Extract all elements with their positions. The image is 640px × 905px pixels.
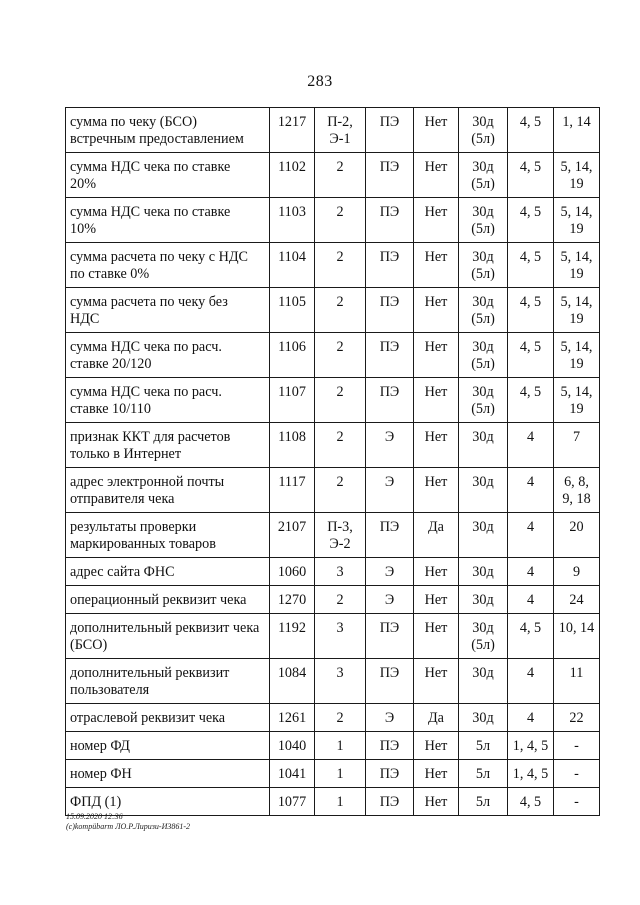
format-line: 2 xyxy=(336,429,344,445)
storage-period-cell xyxy=(459,468,508,513)
format-line: 1 xyxy=(336,738,344,754)
requisite-name-line: только в Интернет xyxy=(70,446,182,462)
requisite-name-line: ставке 20/120 xyxy=(70,356,152,372)
requisite-name-line: сумма НДС чека по расч. xyxy=(70,384,222,400)
requisite-name-line: адрес электронной почты xyxy=(70,474,225,490)
format-cell xyxy=(315,732,366,760)
requisite-name-cell xyxy=(66,198,270,243)
storage-period-line: 30д xyxy=(472,204,494,220)
notes-cell xyxy=(554,586,600,614)
requisite-name-line: сумма НДС чека по ставке xyxy=(70,159,231,175)
storage-period-line: 30д xyxy=(472,159,494,175)
notes-cell xyxy=(554,659,600,704)
notes-line: 5, 14, xyxy=(560,384,593,400)
storage-period-cell xyxy=(459,513,508,558)
ffd-versions-cell: 4 xyxy=(508,659,554,704)
required-cell: Нет xyxy=(414,108,459,153)
requisite-name-cell xyxy=(66,732,270,760)
footer-timestamp: 15.09.2020 12:36 xyxy=(66,812,123,821)
notes-cell xyxy=(554,423,600,468)
notes-cell xyxy=(554,732,600,760)
notes-cell xyxy=(554,378,600,423)
notes-line: 19 xyxy=(569,176,584,192)
tag-number-cell: 1077 xyxy=(270,788,315,816)
notes-line: 9 xyxy=(572,564,581,580)
notes-line: 5, 14, xyxy=(560,294,593,310)
requisite-name-line: сумма по чеку (БСО) xyxy=(70,114,197,130)
format-cell xyxy=(315,760,366,788)
format-line: 3 xyxy=(336,665,344,681)
ffd-versions-cell: 4 xyxy=(508,468,554,513)
footer-document-id: (c)kompübarm ЛО.Р.Лиризи-ИЗ861-2 xyxy=(66,822,190,831)
storage-period-line: 30д xyxy=(472,294,494,310)
requisite-name-cell xyxy=(66,558,270,586)
required-cell: Нет xyxy=(414,558,459,586)
table-row xyxy=(66,243,600,288)
requisite-name-line: 10% xyxy=(70,221,97,237)
required-cell: Нет xyxy=(414,153,459,198)
storage-period-line: 30д xyxy=(472,114,494,130)
requisite-name-cell xyxy=(66,760,270,788)
format-cell xyxy=(315,288,366,333)
notes-line: 7 xyxy=(572,429,581,445)
page-number: 283 xyxy=(307,73,333,90)
form-cell: Э xyxy=(366,704,414,732)
notes-cell xyxy=(554,614,600,659)
notes-line: - xyxy=(574,738,579,754)
requisite-name-cell xyxy=(66,513,270,558)
form-cell: ПЭ xyxy=(366,513,414,558)
table-row xyxy=(66,468,600,513)
requisite-name-cell xyxy=(66,333,270,378)
format-line: 1 xyxy=(336,766,344,782)
format-line: Э-1 xyxy=(329,131,351,147)
form-cell: ПЭ xyxy=(366,614,414,659)
table-row xyxy=(66,378,600,423)
requisite-name-cell xyxy=(66,614,270,659)
required-cell: Нет xyxy=(414,198,459,243)
storage-period-line: (5л) xyxy=(471,266,495,282)
ffd-versions-cell: 4, 5 xyxy=(508,243,554,288)
table-row xyxy=(66,614,600,659)
format-cell xyxy=(315,558,366,586)
required-cell: Нет xyxy=(414,659,459,704)
format-cell xyxy=(315,614,366,659)
requisite-name-line: сумма НДС чека по расч. xyxy=(70,339,222,355)
storage-period-cell xyxy=(459,760,508,788)
form-cell: Э xyxy=(366,586,414,614)
notes-cell xyxy=(554,468,600,513)
form-cell: Э xyxy=(366,468,414,513)
requisite-name-line: маркированных товаров xyxy=(70,536,216,552)
notes-line: 19 xyxy=(569,356,584,372)
notes-cell xyxy=(554,198,600,243)
form-cell: ПЭ xyxy=(366,732,414,760)
requisite-name-line: по ставке 0% xyxy=(70,266,150,282)
print-footer xyxy=(66,812,190,832)
notes-cell xyxy=(554,704,600,732)
form-cell: ПЭ xyxy=(366,153,414,198)
tag-number-cell: 1117 xyxy=(270,468,315,513)
storage-period-cell xyxy=(459,659,508,704)
format-cell xyxy=(315,108,366,153)
required-cell: Нет xyxy=(414,243,459,288)
ffd-versions-cell: 4, 5 xyxy=(508,333,554,378)
required-cell: Нет xyxy=(414,586,459,614)
tag-number-cell: 1084 xyxy=(270,659,315,704)
notes-line: 9, 18 xyxy=(562,491,591,507)
required-cell: Да xyxy=(414,513,459,558)
notes-cell xyxy=(554,243,600,288)
requisite-name-line: номер ФД xyxy=(70,738,130,754)
requisite-name-line: встречным предоставлением xyxy=(70,131,244,147)
required-cell: Нет xyxy=(414,423,459,468)
format-cell xyxy=(315,468,366,513)
notes-line: 19 xyxy=(569,221,584,237)
notes-line: 6, 8, xyxy=(564,474,589,490)
format-cell xyxy=(315,788,366,816)
required-cell: Нет xyxy=(414,732,459,760)
required-cell: Нет xyxy=(414,378,459,423)
requisite-name-line: отраслевой реквизит чека xyxy=(70,710,226,726)
ffd-versions-cell: 4, 5 xyxy=(508,153,554,198)
required-cell: Да xyxy=(414,704,459,732)
notes-line: 24 xyxy=(569,592,584,608)
format-line: 3 xyxy=(336,620,344,636)
ffd-versions-cell: 1, 4, 5 xyxy=(508,760,554,788)
tag-number-cell: 1040 xyxy=(270,732,315,760)
requisite-name-line: (БСО) xyxy=(70,637,108,653)
storage-period-line: 30д xyxy=(472,339,494,355)
requisite-name-line: операционный реквизит чека xyxy=(70,592,247,608)
form-cell: ПЭ xyxy=(366,659,414,704)
form-cell: ПЭ xyxy=(366,378,414,423)
format-cell xyxy=(315,198,366,243)
storage-period-cell xyxy=(459,586,508,614)
notes-line: 5, 14, xyxy=(560,339,593,355)
requisite-name-cell xyxy=(66,108,270,153)
format-cell xyxy=(315,586,366,614)
notes-cell xyxy=(554,333,600,378)
storage-period-line: 5л xyxy=(475,766,491,782)
notes-line: 20 xyxy=(569,519,584,535)
notes-line: 5, 14, xyxy=(560,204,593,220)
storage-period-cell xyxy=(459,153,508,198)
requisite-name-cell xyxy=(66,586,270,614)
storage-period-line: 30д xyxy=(472,592,494,608)
notes-line: - xyxy=(574,766,579,782)
table-row xyxy=(66,732,600,760)
format-cell xyxy=(315,243,366,288)
ffd-versions-cell: 4 xyxy=(508,423,554,468)
requisite-name-line: признак ККТ для расчетов xyxy=(70,429,231,445)
storage-period-cell xyxy=(459,333,508,378)
requisite-name-cell xyxy=(66,704,270,732)
notes-cell xyxy=(554,760,600,788)
format-line: П-3, xyxy=(327,519,353,535)
requisite-name-line: НДС xyxy=(70,311,100,327)
format-cell xyxy=(315,378,366,423)
ffd-versions-cell: 4 xyxy=(508,513,554,558)
format-cell xyxy=(315,704,366,732)
storage-period-line: (5л) xyxy=(471,176,495,192)
storage-period-line: 5л xyxy=(475,738,491,754)
required-cell: Нет xyxy=(414,468,459,513)
required-cell: Нет xyxy=(414,333,459,378)
requisite-name-line: результаты проверки xyxy=(70,519,197,535)
storage-period-cell xyxy=(459,198,508,243)
format-line: 2 xyxy=(336,294,344,310)
tag-number-cell: 1261 xyxy=(270,704,315,732)
ffd-versions-cell: 4, 5 xyxy=(508,198,554,243)
format-line: 2 xyxy=(336,204,344,220)
storage-period-cell xyxy=(459,288,508,333)
table-row xyxy=(66,586,600,614)
format-line: 3 xyxy=(336,564,344,580)
storage-period-cell xyxy=(459,704,508,732)
format-cell xyxy=(315,153,366,198)
requisite-name-cell xyxy=(66,468,270,513)
table-row xyxy=(66,558,600,586)
tag-number-cell: 1103 xyxy=(270,198,315,243)
required-cell: Нет xyxy=(414,760,459,788)
storage-period-line: 30д xyxy=(472,384,494,400)
notes-line: 19 xyxy=(569,311,584,327)
ffd-versions-cell: 1, 4, 5 xyxy=(508,732,554,760)
storage-period-line: (5л) xyxy=(471,311,495,327)
requisite-name-cell xyxy=(66,378,270,423)
format-line: 2 xyxy=(336,384,344,400)
notes-line: - xyxy=(574,794,579,810)
requisite-name-line: отправителя чека xyxy=(70,491,175,507)
notes-line: 19 xyxy=(569,401,584,417)
requisite-name-cell xyxy=(66,423,270,468)
format-line: Э-2 xyxy=(329,536,351,552)
requisite-name-line: дополнительный реквизит чека xyxy=(70,620,260,636)
requisite-name-line: дополнительный реквизит xyxy=(70,665,230,681)
tag-number-cell: 1102 xyxy=(270,153,315,198)
requisite-name-line: адрес сайта ФНС xyxy=(70,564,175,580)
required-cell: Нет xyxy=(414,614,459,659)
form-cell: Э xyxy=(366,558,414,586)
storage-period-cell xyxy=(459,378,508,423)
format-line: 2 xyxy=(336,592,344,608)
ffd-versions-cell: 4, 5 xyxy=(508,614,554,659)
storage-period-line: 30д xyxy=(472,564,494,580)
storage-period-cell xyxy=(459,558,508,586)
notes-line: 5, 14, xyxy=(560,159,593,175)
format-cell xyxy=(315,333,366,378)
storage-period-line: (5л) xyxy=(471,637,495,653)
storage-period-line: 5л xyxy=(475,794,491,810)
tag-number-cell: 1060 xyxy=(270,558,315,586)
notes-line: 10, 14 xyxy=(558,620,595,636)
table-row xyxy=(66,333,600,378)
table-body xyxy=(66,108,600,816)
storage-period-line: 30д xyxy=(472,474,494,490)
tag-number-cell: 2107 xyxy=(270,513,315,558)
storage-period-cell xyxy=(459,108,508,153)
tag-number-cell: 1104 xyxy=(270,243,315,288)
requisite-name-line: ставке 10/110 xyxy=(70,401,151,417)
tag-number-cell: 1041 xyxy=(270,760,315,788)
storage-period-line: 30д xyxy=(472,249,494,265)
notes-line: 1, 14 xyxy=(562,114,591,130)
table-row xyxy=(66,153,600,198)
storage-period-cell xyxy=(459,732,508,760)
requisite-name-cell xyxy=(66,659,270,704)
requisite-name-line: пользователя xyxy=(70,682,150,698)
ffd-versions-cell: 4, 5 xyxy=(508,378,554,423)
storage-period-cell xyxy=(459,614,508,659)
required-cell: Нет xyxy=(414,788,459,816)
storage-period-line: 30д xyxy=(472,519,494,535)
requisite-name-cell xyxy=(66,288,270,333)
requisite-name-line: сумма расчета по чеку с НДС xyxy=(70,249,249,265)
requisite-name-line: 20% xyxy=(70,176,97,192)
requisite-name-cell xyxy=(66,243,270,288)
storage-period-line: (5л) xyxy=(471,356,495,372)
table-row xyxy=(66,423,600,468)
ffd-versions-cell: 4, 5 xyxy=(508,108,554,153)
storage-period-line: (5л) xyxy=(471,131,495,147)
storage-period-cell xyxy=(459,788,508,816)
format-cell xyxy=(315,659,366,704)
ffd-versions-cell: 4 xyxy=(508,558,554,586)
notes-cell xyxy=(554,558,600,586)
required-cell: Нет xyxy=(414,288,459,333)
notes-cell xyxy=(554,513,600,558)
tag-number-cell: 1108 xyxy=(270,423,315,468)
form-cell: ПЭ xyxy=(366,333,414,378)
table-row xyxy=(66,760,600,788)
notes-cell xyxy=(554,288,600,333)
notes-cell xyxy=(554,108,600,153)
notes-line: 22 xyxy=(569,710,584,726)
notes-line: 11 xyxy=(569,665,584,681)
table-row xyxy=(66,704,600,732)
format-line: 2 xyxy=(336,474,344,490)
tag-number-cell: 1106 xyxy=(270,333,315,378)
table-row xyxy=(66,198,600,243)
storage-period-line: 30д xyxy=(472,429,494,445)
ffd-versions-cell: 4, 5 xyxy=(508,788,554,816)
ffd-versions-cell: 4 xyxy=(508,586,554,614)
format-line: П-2, xyxy=(327,114,353,130)
format-line: 1 xyxy=(336,794,344,810)
requisites-table xyxy=(65,107,600,816)
storage-period-line: 30д xyxy=(472,620,494,636)
format-cell xyxy=(315,423,366,468)
notes-cell xyxy=(554,153,600,198)
table-row xyxy=(66,659,600,704)
form-cell: ПЭ xyxy=(366,288,414,333)
form-cell: ПЭ xyxy=(366,760,414,788)
ffd-versions-cell: 4 xyxy=(508,704,554,732)
requisite-name-line: сумма НДС чека по ставке xyxy=(70,204,231,220)
notes-line: 19 xyxy=(569,266,584,282)
form-cell: ПЭ xyxy=(366,198,414,243)
format-line: 2 xyxy=(336,339,344,355)
storage-period-cell xyxy=(459,243,508,288)
storage-period-line: 30д xyxy=(472,710,494,726)
tag-number-cell: 1107 xyxy=(270,378,315,423)
format-line: 2 xyxy=(336,159,344,175)
storage-period-line: 30д xyxy=(472,665,494,681)
table-row xyxy=(66,288,600,333)
storage-period-cell xyxy=(459,423,508,468)
tag-number-cell: 1217 xyxy=(270,108,315,153)
form-cell: ПЭ xyxy=(366,108,414,153)
format-cell xyxy=(315,513,366,558)
format-line: 2 xyxy=(336,710,344,726)
requisite-name-line: номер ФН xyxy=(70,766,132,782)
format-line: 2 xyxy=(336,249,344,265)
form-cell: Э xyxy=(366,423,414,468)
notes-line: 5, 14, xyxy=(560,249,593,265)
table-row xyxy=(66,108,600,153)
tag-number-cell: 1270 xyxy=(270,586,315,614)
tag-number-cell: 1192 xyxy=(270,614,315,659)
notes-cell xyxy=(554,788,600,816)
storage-period-line: (5л) xyxy=(471,401,495,417)
storage-period-line: (5л) xyxy=(471,221,495,237)
ffd-versions-cell: 4, 5 xyxy=(508,288,554,333)
table-row xyxy=(66,513,600,558)
tag-number-cell: 1105 xyxy=(270,288,315,333)
requisite-name-line: сумма расчета по чеку без xyxy=(70,294,228,310)
requisite-name-cell xyxy=(66,153,270,198)
requisite-name-line: ФПД (1) xyxy=(70,794,122,810)
form-cell: ПЭ xyxy=(366,243,414,288)
form-cell: ПЭ xyxy=(366,788,414,816)
